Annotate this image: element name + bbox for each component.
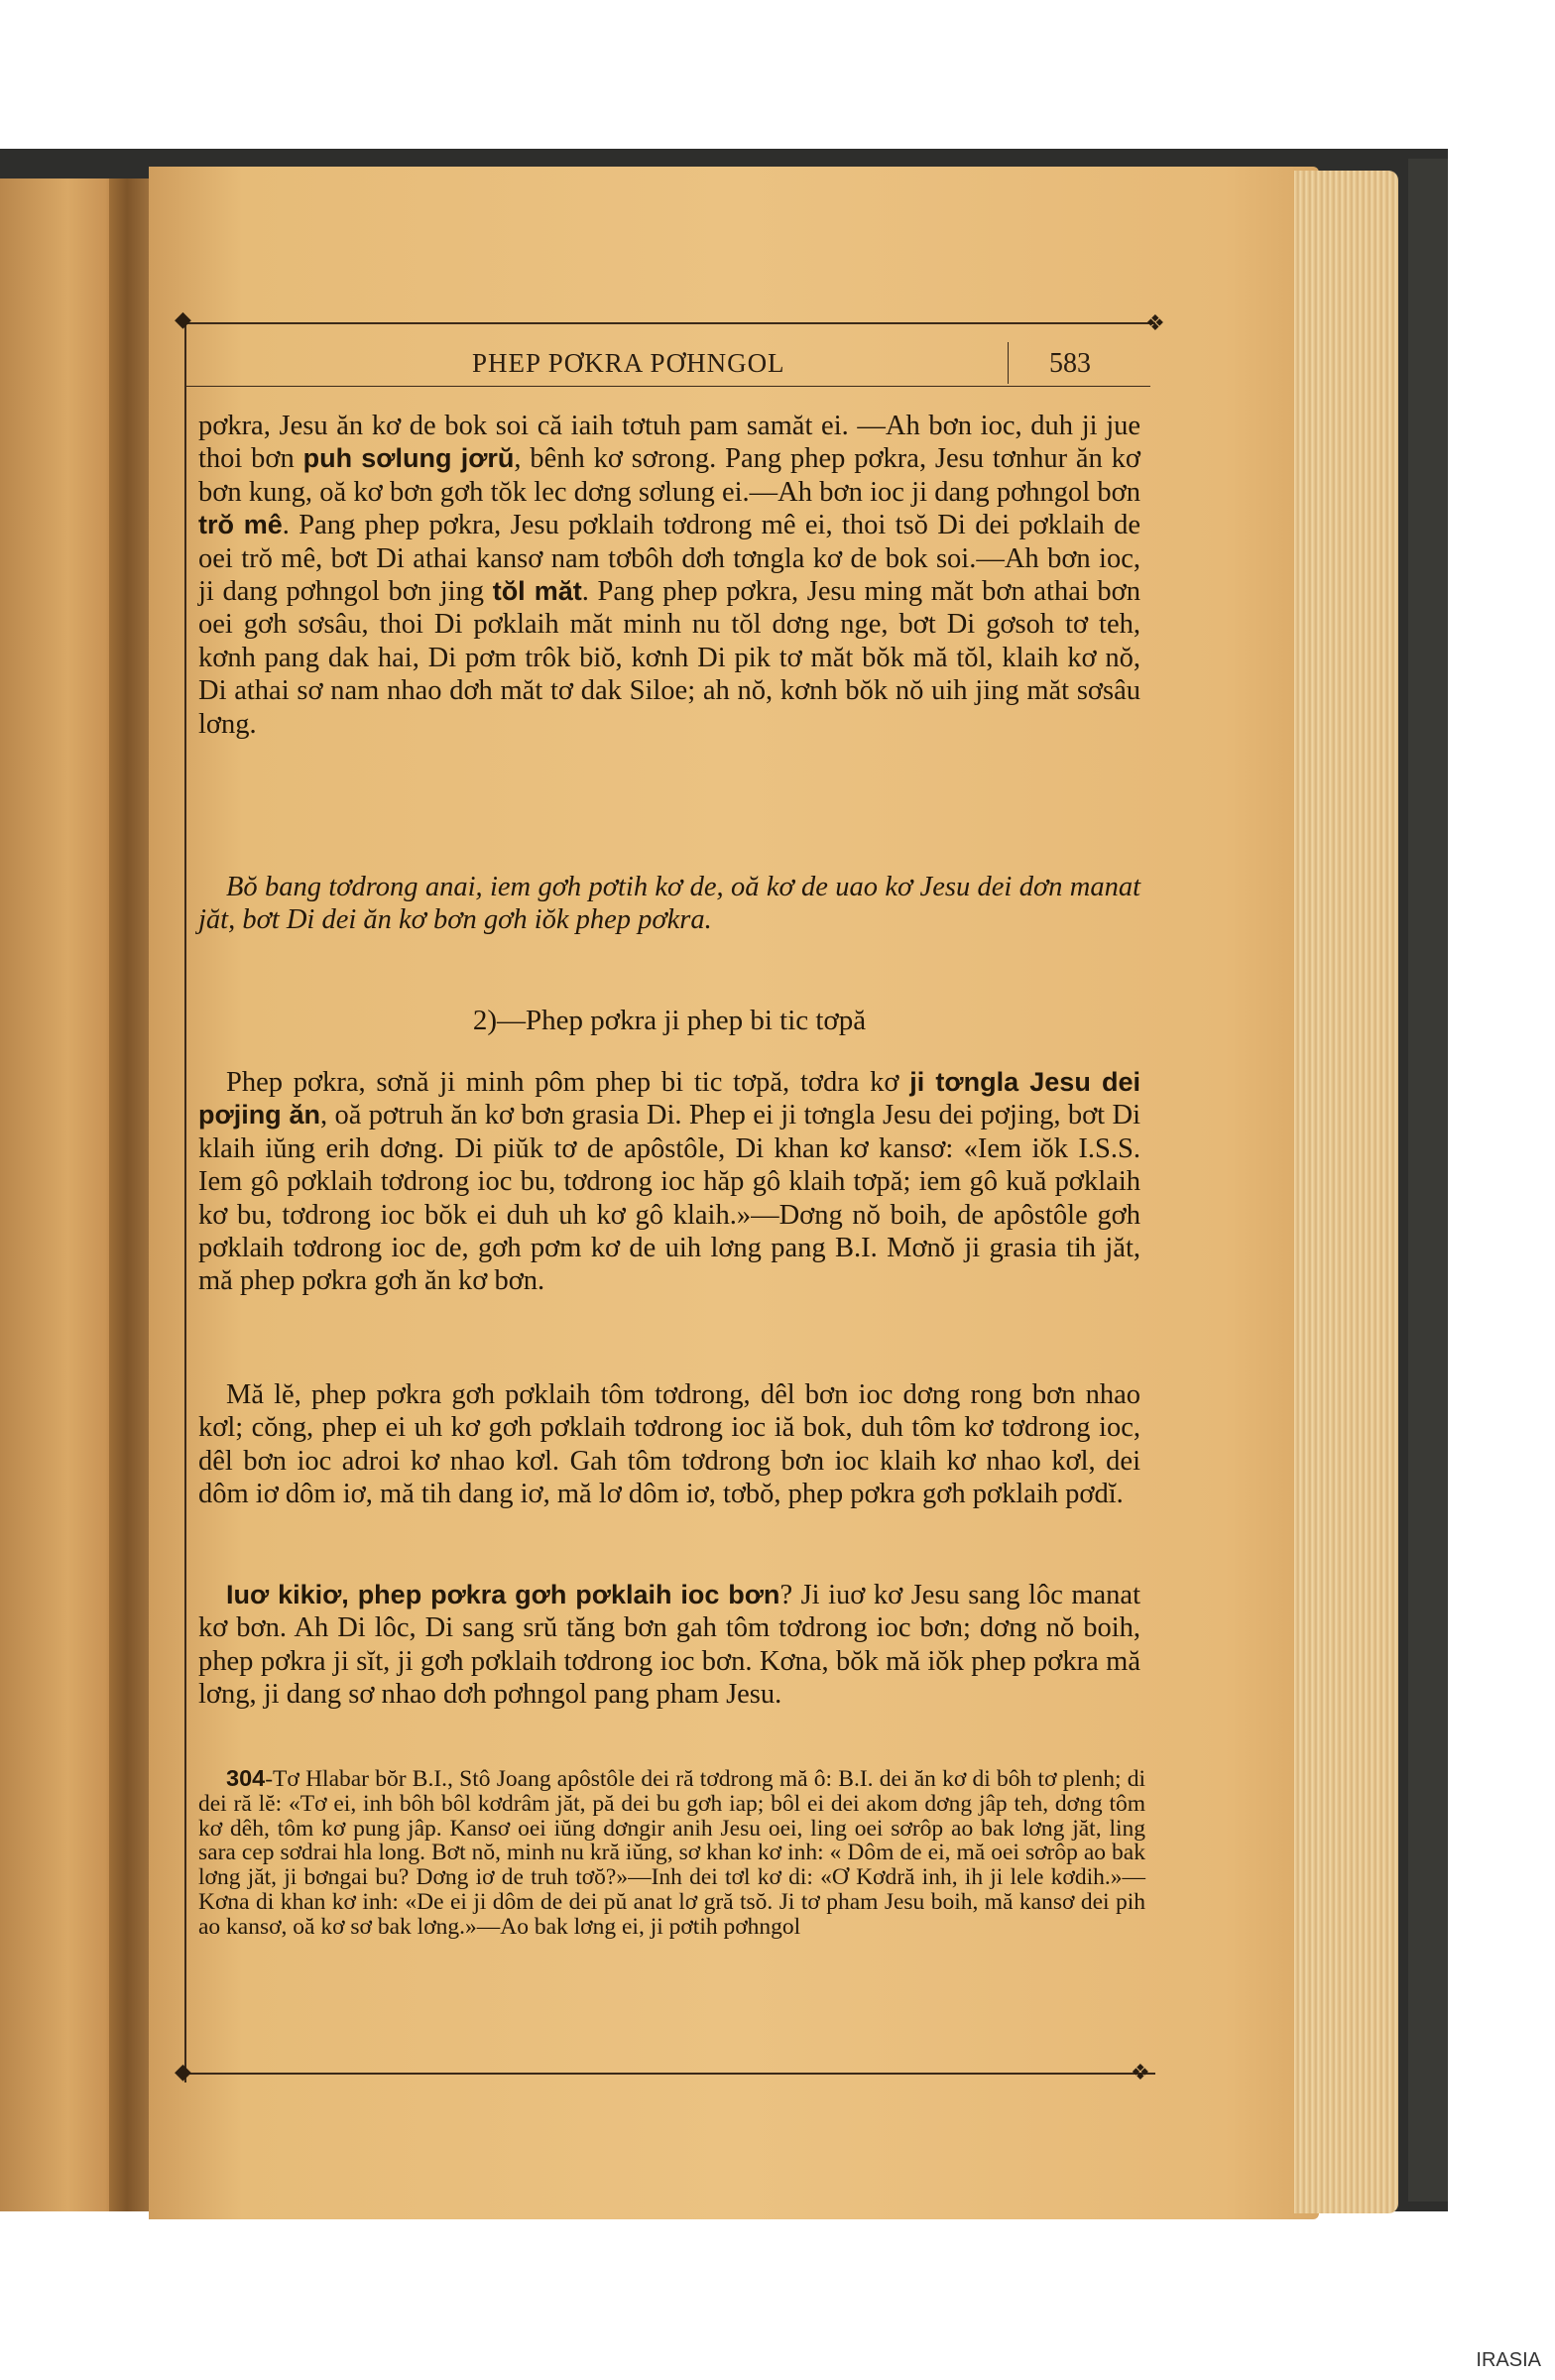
footnote-number: 304 bbox=[226, 1765, 266, 1791]
section-title: 2)—Phep pơkra ji phep bi tic tơpă bbox=[472, 1005, 867, 1036]
paragraph-3-text: Phep pơkra, sơnă ji minh pôm phep bi tic tơpă, tơdra kơ bbox=[226, 1067, 910, 1098]
paragraph-3 bbox=[198, 1066, 1140, 1298]
page-number: 583 bbox=[1049, 348, 1091, 379]
footnote bbox=[198, 1766, 1145, 1940]
bold-term: puh sơlung jơrŭ bbox=[302, 443, 515, 474]
paragraph-1-line: pơkra, Jesu ăn kơ de bok soi că iaih tơtuh pam samăt ei. bbox=[198, 411, 849, 441]
book-gutter bbox=[109, 178, 154, 2211]
corner-ornament-icon: ◆ bbox=[175, 2060, 191, 2084]
bold-term: ji tơngla Jesu dei pơjing ăn bbox=[198, 1067, 1140, 1130]
paragraph-2: Bŏ bang tơdrong anai, iem gơh pơtih kơ de, oă kơ de uao kơ Jesu dei dơn manat jăt, bơt Di dei ăn kơ bơn gơh iŏk phep pơkra. bbox=[198, 872, 1140, 936]
paragraph-4: Mă lĕ, phep pơkra gơh pơklaih tôm tơdrong, dêl bơn ioc dơng rong bơn nhao kơl; cŏng, phep ei uh kơ gơh pơklaih tơdrong ioc iă bok, duh tôm kơ tơdrong ioc, dêl bơn ioc adroi kơ nhao kơl. Gah tôm tơdrong bơn ioc klaih kơ nhao kơl, dei dôm iơ dôm iơ, mă tih dang iơ, mă lơ dôm iơ, tơbŏ, phep pơkra gơh pơklaih pơdĭ. bbox=[198, 1379, 1140, 1510]
bold-question: Iuơ kikiơ, phep pơkra gơh pơklaih ioc bơn bbox=[226, 1580, 780, 1609]
bottom-rule bbox=[179, 2073, 1155, 2075]
left-page bbox=[0, 178, 124, 2211]
footnote-text: -Tơ Hlabar bŏr B.I., Stô Joang apôstôle dei ră tơdrong mă ô: B.I. dei ăn kơ di bôh tơ plenh; di dei ră lĕ: «Tơ ei, inh bôh bôl kơdrâm jăt, pă dei bu gơh iap; bôl ei dei akom dơng jâp teh, dơng tôm kơ dêh, tôm kơ pung jâp. Kansơ oei iŭng dơngir anih Jesu oei, ling oei sơrôp ao bak lơng jăt, ling sara cep sơdrai hla long. Bơt nŏ, minh nu kră iŭng, sơ khan kơ inh: « Dôm de ei, mă oei sơrôp ao bak lơng jăt, ji bơngai bu? Dơng iơ de truh tơŏ?»—Inh dei tơl kơ di: «Ơ Kơdră inh, ih ji lele kơdih.»—Kơna di khan kơ inh: «De ei ji dôm de dei pŭ anat lơ gră tsŏ. Ji tơ pham Jesu boih, mă kansơ dei pih ao kansơ, oă kơ sơ bak lơng.»—Ao bak lơng ei, ji pơtih pơhngol bbox=[198, 1766, 1145, 1940]
paragraph-1-text: , bênh kơ sơrong. Pang phep pơkra, Jesu tơnhur ăn kơ bơn kung, oă kơ bơn gơh tŏk lec dơng sơlung ei.—Ah bơn ioc ji dang pơhngol bơn bbox=[198, 443, 1140, 508]
corner-ornament-icon: ❖ bbox=[1145, 311, 1165, 336]
book-board-edge bbox=[1408, 159, 1448, 2202]
paragraph-5 bbox=[198, 1579, 1140, 1712]
running-header bbox=[184, 342, 1150, 387]
paragraph-5-text: ? Ji iuơ kơ Jesu sang lôc manat kơ bơn. Ah Di lôc, Di sang srŭ tăng bơn gah tôm tơdrong ioc bơn; dơng nŏ boih, phep pơkra ji sĭt, ji gơh pơklaih tơdrong ioc bơn. Kơna, bŏk mă iŏk phep pơkra mă lơng, ji dang sơ nhao dơh pơhngol pang pham Jesu. bbox=[198, 1580, 1140, 1711]
page-edges bbox=[1294, 171, 1398, 2213]
corner-ornament-icon: ◆ bbox=[175, 307, 191, 332]
bold-term: tŏl măt bbox=[492, 576, 582, 607]
paragraph-1-text: . Pang phep pơkra, Jesu ming măt bơn athai bơn oei gơh sơsâu, thoi Di pơklaih măt minh nu tŏl dơng nge, bơt Di gơsoh tơ teh, kơnh pang dak hai, Di pơm trôk biŏ, kơnh Di pik tơ măt bŏk mă tŏl, klaih kơ nŏ, Di athai sơ nam nhao dơh măt tơ dak Siloe; ah nŏ, kơnh bŏk nŏ uih jing măt sơsâu lơng. bbox=[198, 576, 1140, 740]
paragraph-1 bbox=[198, 410, 1140, 741]
watermark: IRASIA bbox=[1476, 2349, 1541, 2371]
bold-term: trŏ mê bbox=[198, 510, 283, 540]
header-title: PHEP PƠKRA PƠHNGOL bbox=[472, 348, 785, 378]
paragraph-1-text: —Ah bơn ioc, duh ji jue thoi bơn bbox=[198, 411, 1141, 475]
paragraph-3-text: , oă pơtruh ăn kơ bơn grasia Di. Phep ei ji tơngla Jesu dei pơjing, bơt Di klaih iŭng erih dơng. Di piŭk tơ de apôstôle, Di khan kơ kansơ: «Iem iŏk I.S.S. Iem gô pơklaih tơdrong ioc bu, tơdrong ioc hăp gô klaih tơpă; iem gô kuă pơklaih kơ bu, tơdrong ioc bŏk ei duh uh kơ gô klaih.»—Dơng nŏ boih, de apôstôle gơh pơklaih tơdrong ioc de, gơh pơm kơ de uih lơng pang B.I. Mơnŏ ji grasia tih jăt, mă phep pơkra gơh ăn kơ bơn. bbox=[198, 1100, 1140, 1297]
paragraph-1-text: . Pang phep pơkra, Jesu pơklaih tơdrong mê ei, thoi tsŏ Di dei pơklaih de oei trŏ mê, bơt Di athai kansơ nam tơbôh dơh tơngla kơ de bok soi.—Ah bơn ioc, ji dang pơhngol bơn jing bbox=[198, 510, 1140, 608]
corner-ornament-icon: ❖ bbox=[1131, 2061, 1150, 2085]
header-divider bbox=[1008, 342, 1009, 384]
